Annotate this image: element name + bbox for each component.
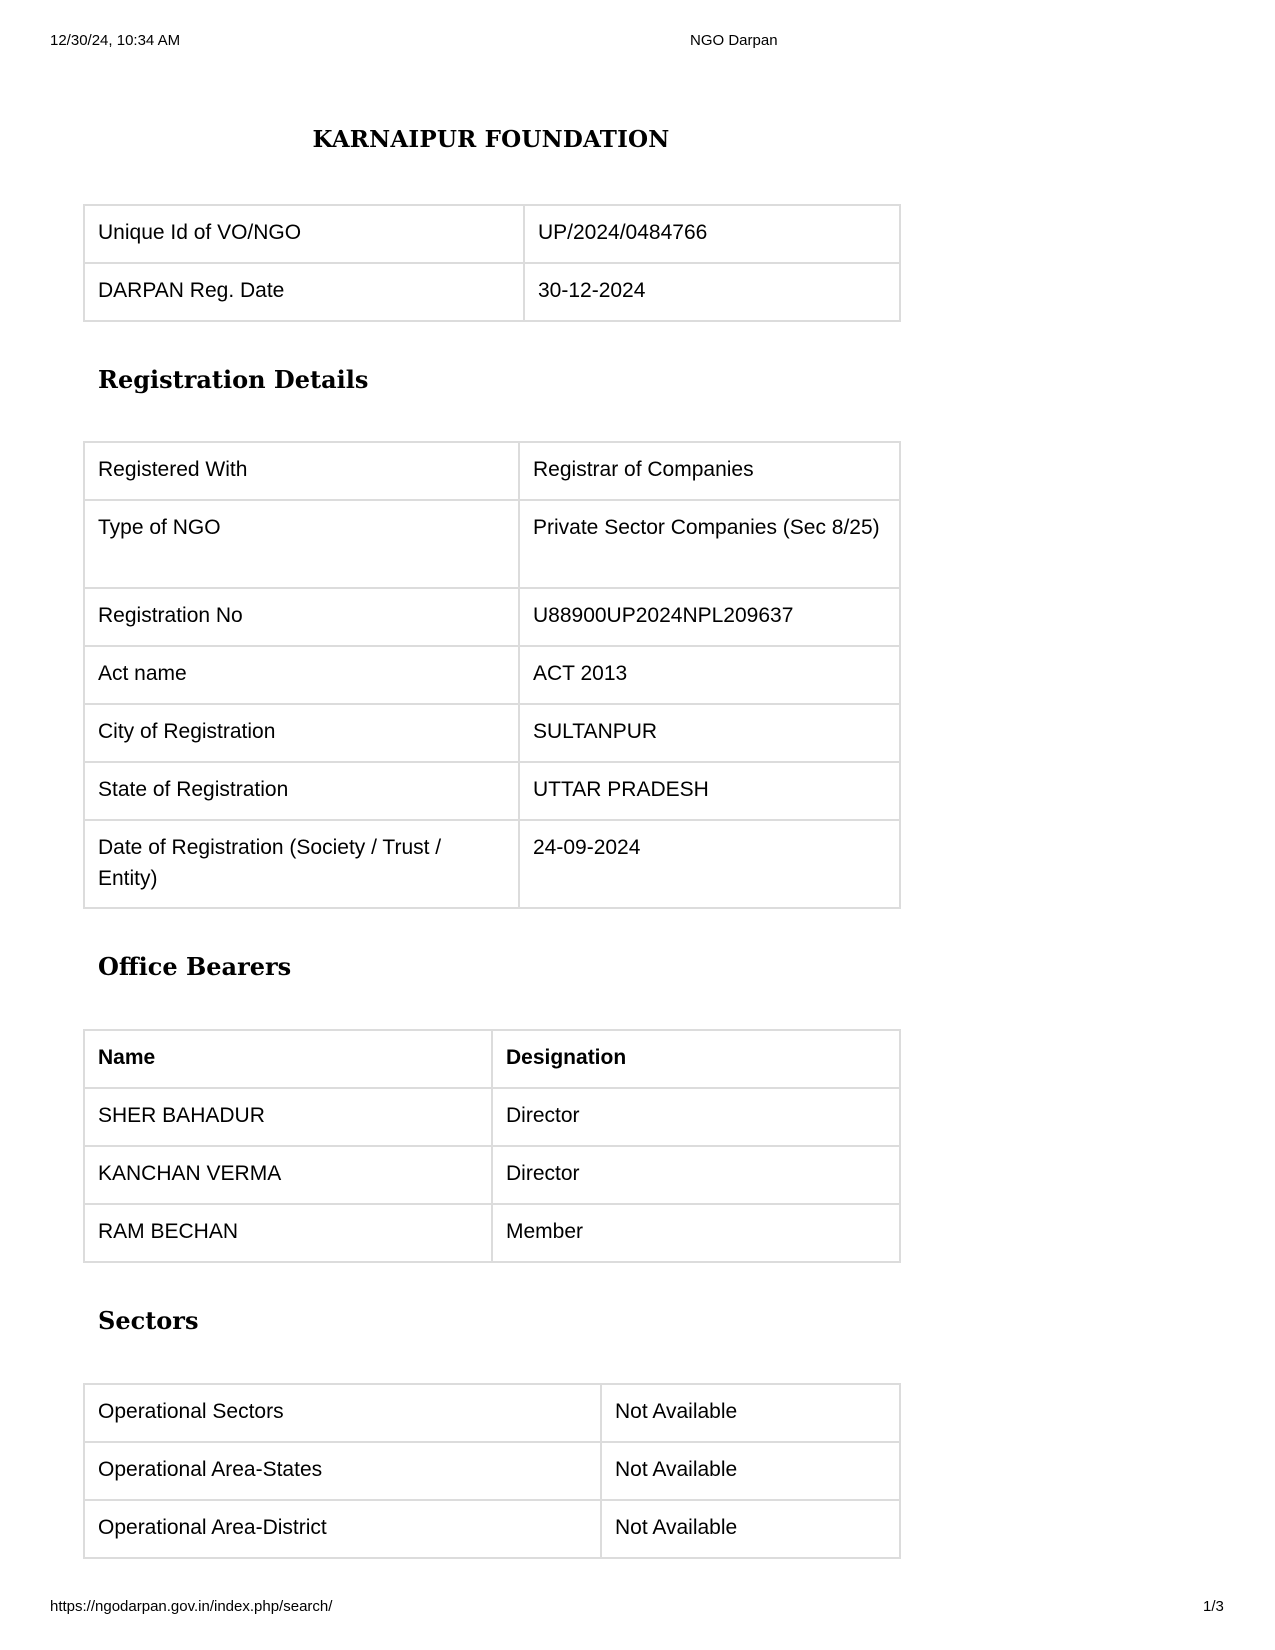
print-datetime: 12/30/24, 10:34 AM bbox=[50, 32, 181, 49]
row-value: 30-12-2024 bbox=[524, 263, 900, 321]
row-label: City of Registration bbox=[84, 704, 519, 762]
table-row bbox=[84, 588, 900, 646]
table-row bbox=[84, 1442, 900, 1500]
office-bearers-table bbox=[83, 1029, 901, 1263]
row-label: Operational Area-District bbox=[84, 1500, 601, 1558]
table-row bbox=[84, 820, 900, 908]
table-row bbox=[84, 704, 900, 762]
table-row bbox=[84, 1204, 900, 1262]
bearer-designation: Director bbox=[492, 1146, 900, 1204]
row-value: Registrar of Companies bbox=[519, 442, 900, 500]
table-row bbox=[84, 1146, 900, 1204]
row-value: SULTANPUR bbox=[519, 704, 900, 762]
table-row bbox=[84, 500, 900, 588]
sectors-table bbox=[83, 1383, 901, 1559]
bearer-designation: Director bbox=[492, 1088, 900, 1146]
row-value: ACT 2013 bbox=[519, 646, 900, 704]
row-value: U88900UP2024NPL209637 bbox=[519, 588, 900, 646]
table-row bbox=[84, 442, 900, 500]
row-label: Type of NGO bbox=[84, 500, 519, 588]
bearer-name: SHER BAHADUR bbox=[84, 1088, 492, 1146]
row-label: Operational Area-States bbox=[84, 1442, 601, 1500]
row-label: Unique Id of VO/NGO bbox=[84, 205, 524, 263]
row-value: UTTAR PRADESH bbox=[519, 762, 900, 820]
row-label: Date of Registration (Society / Trust / Entity) bbox=[84, 820, 519, 908]
table-row bbox=[84, 263, 900, 321]
row-value: Not Available bbox=[601, 1442, 900, 1500]
table-row bbox=[84, 1500, 900, 1558]
print-url: https://ngodarpan.gov.in/index.php/search/ bbox=[50, 1598, 333, 1615]
table-header-row bbox=[84, 1030, 900, 1088]
row-label: Registered With bbox=[84, 442, 519, 500]
table-row bbox=[84, 1384, 900, 1442]
print-site-title: NGO Darpan bbox=[690, 32, 778, 49]
row-value: Not Available bbox=[601, 1384, 900, 1442]
section-heading-office-bearers: Office Bearers bbox=[98, 952, 292, 981]
row-value: Not Available bbox=[601, 1500, 900, 1558]
registration-table bbox=[83, 441, 901, 909]
column-header-designation: Designation bbox=[492, 1030, 900, 1088]
row-value: UP/2024/0484766 bbox=[524, 205, 900, 263]
section-heading-registration: Registration Details bbox=[98, 365, 369, 394]
bearer-name: KANCHAN VERMA bbox=[84, 1146, 492, 1204]
page-title: KARNAIPUR FOUNDATION bbox=[312, 126, 670, 153]
row-label: Registration No bbox=[84, 588, 519, 646]
row-label: DARPAN Reg. Date bbox=[84, 263, 524, 321]
row-label: State of Registration bbox=[84, 762, 519, 820]
table-row bbox=[84, 762, 900, 820]
table-row bbox=[84, 205, 900, 263]
column-header-name: Name bbox=[84, 1030, 492, 1088]
page-number: 1/3 bbox=[1203, 1598, 1224, 1615]
section-heading-sectors: Sectors bbox=[98, 1306, 199, 1335]
id-table bbox=[83, 204, 901, 322]
row-value: 24-09-2024 bbox=[519, 820, 900, 908]
table-row bbox=[84, 1088, 900, 1146]
bearer-name: RAM BECHAN bbox=[84, 1204, 492, 1262]
row-label: Operational Sectors bbox=[84, 1384, 601, 1442]
bearer-designation: Member bbox=[492, 1204, 900, 1262]
row-label: Act name bbox=[84, 646, 519, 704]
row-value: Private Sector Companies (Sec 8/25) bbox=[519, 500, 900, 588]
table-row bbox=[84, 646, 900, 704]
